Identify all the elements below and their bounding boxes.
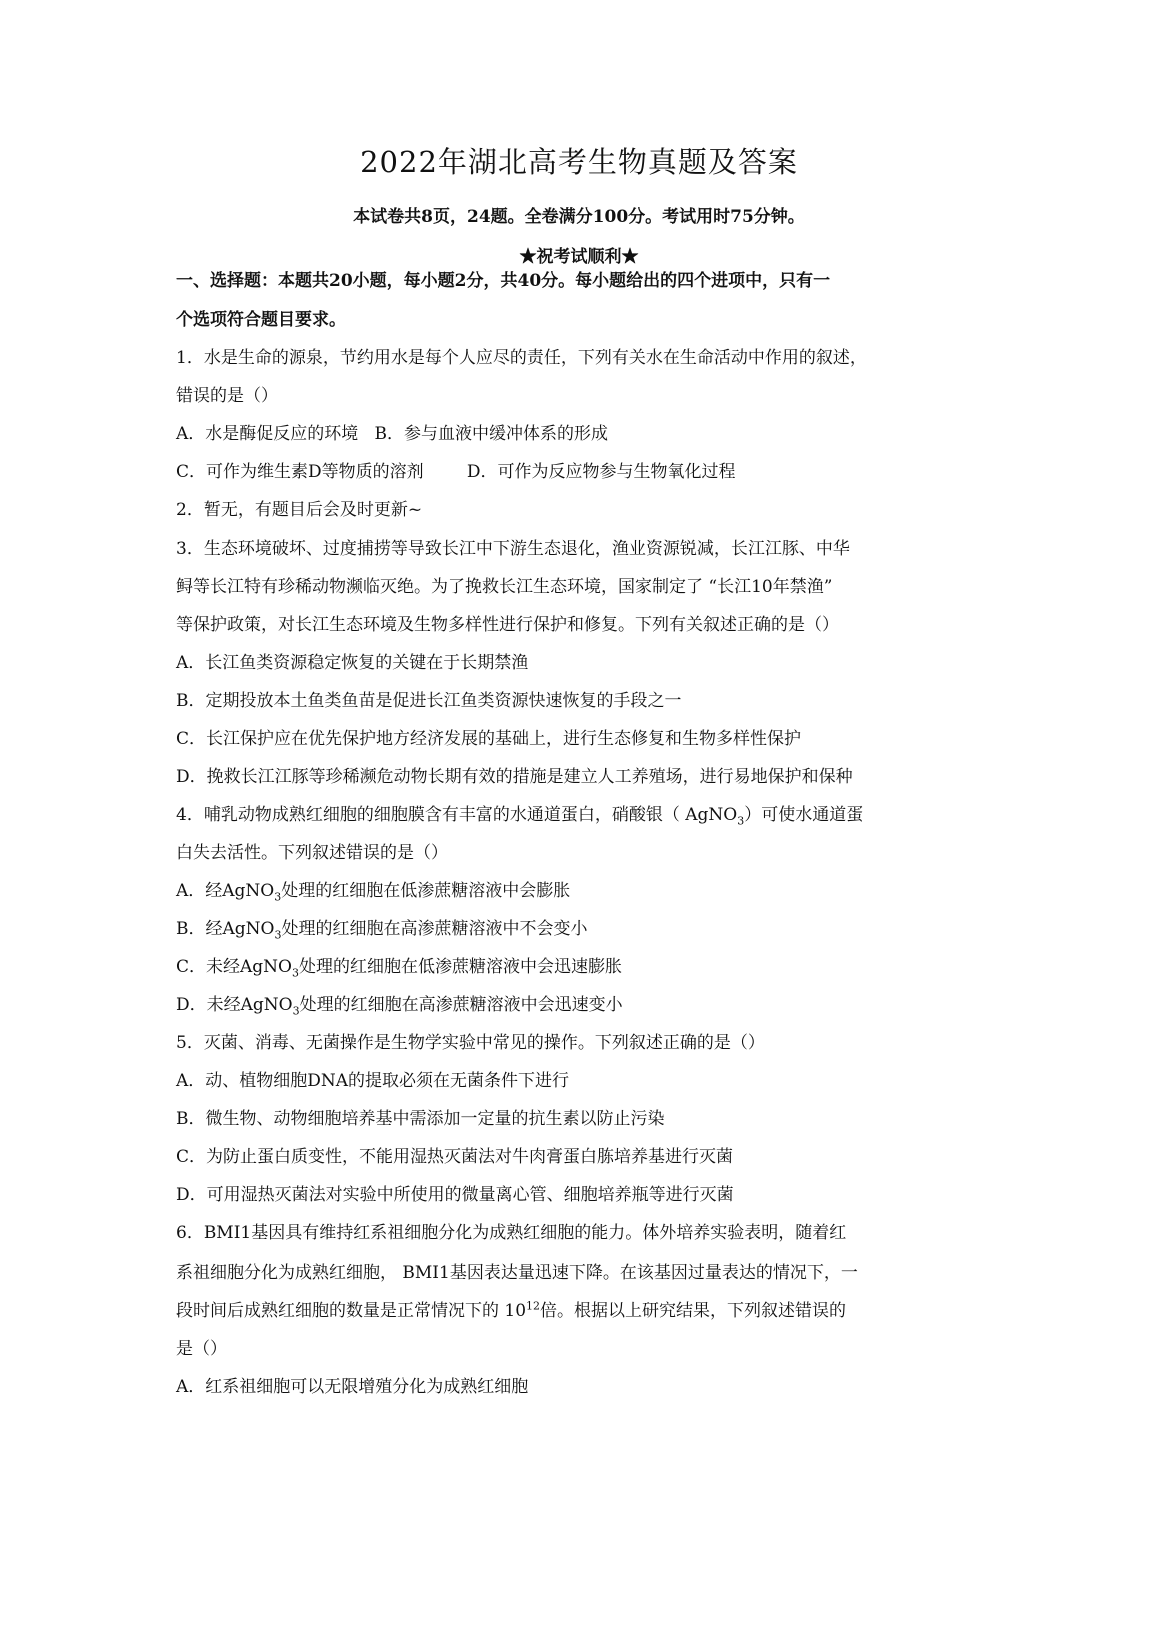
q3-option-b: B．定期投放本土鱼类鱼苗是促进长江鱼类资源快速恢复的手段之一 [176,691,682,711]
q6-stem-line1: 6．BMI1基因具有维持红系祖细胞分化为成熟红细胞的能力。体外培养实验表明，随着红 [176,1223,847,1243]
q6-stem-line2: 系祖细胞分化为成熟红细胞， BMI1基因表达量迅速下降。在该基因过量表达的情况下，一 [176,1263,858,1283]
q5-option-a: A．动、植物细胞DNA的提取必须在无菌条件下进行 [176,1071,570,1091]
q4-option-a-subscript: 3 [274,890,282,904]
q4-option-d-text-end: 处理的红细胞在高渗蔗糖溶液中会迅速变小 [299,995,623,1015]
q4-option-c-subscript: 3 [291,966,299,980]
q6-option-a: A．红系祖细胞可以无限增殖分化为成熟红细胞 [176,1377,529,1397]
q4-option-b-subscript: 3 [274,928,282,942]
q4-option-b [176,918,986,940]
section-heading-line1: 一、选择题：本题共20小题，每小题2分，共40分。每小题给出的四个进项中，只有一 [176,271,831,291]
q4-option-a-text-end: 处理的红细胞在低渗蔗糖溶液中会膨胀 [281,881,571,901]
q4-option-c-text: C．未经AgNO [176,957,292,977]
q3-option-c: C．长江保护应在优先保护地方经济发展的基础上，进行生态修复和生物多样性保护 [176,729,802,749]
q6-stem-line3-text: 段时间后成熟红细胞的数量是正常情况下的 10 [176,1301,527,1321]
q4-stem-line1 [176,804,986,826]
q4-option-a-text: A．经AgNO [176,881,275,901]
q5-option-d: D．可用湿热灭菌法对实验中所使用的微量离心管、细胞培养瓶等进行灭菌 [176,1185,734,1205]
page-title: 2022年湖北高考生物真题及答案 [360,145,798,179]
q4-stem-line1-text: 4．哺乳动物成熟红细胞的细胞膜含有丰富的水通道蛋白，硝酸银（ AgNO [176,805,738,825]
q6-stem-line4: 是（） [176,1339,227,1359]
q2-text: 2．暂无，有题目后会及时更新~ [176,500,423,520]
q1-options-line1: A．水是酶促反应的环境 B．参与血液中缓冲体系的形成 [176,424,608,444]
q5-option-c: C．为防止蛋白质变性，不能用湿热灭菌法对牛肉膏蛋白胨培养基进行灭菌 [176,1147,734,1167]
q4-option-b-text-end: 处理的红细胞在高渗蔗糖溶液中不会变小 [281,919,588,939]
q3-stem-line1: 3．生态环境破坏、过度捕捞等导致长江中下游生态退化，渔业资源锐减，长江江豚、中华 [176,539,850,559]
q3-option-d: D．挽救长江江豚等珍稀濒危动物长期有效的措施是建立人工养殖场，进行易地保护和保种 [176,767,853,787]
q4-option-c-text-end: 处理的红细胞在低渗蔗糖溶液中会迅速膨胀 [298,957,622,977]
section-heading-line2: 个选项符合题目要求。 [176,310,346,330]
q4-option-d-subscript: 3 [292,1004,300,1018]
q4-option-a [176,880,986,902]
q3-stem-line3: 等保护政策，对长江生态环境及生物多样性进行保护和修复。下列有关叙述正确的是（） [176,615,839,635]
q5-option-b: B．微生物、动物细胞培养基中需添加一定量的抗生素以防止污染 [176,1109,665,1129]
q6-stem-line3 [176,1300,986,1322]
q4-option-b-text: B．经AgNO [176,919,275,939]
q5-stem: 5．灭菌、消毒、无菌操作是生物学实验中常见的操作。下列叙述正确的是（） [176,1033,765,1053]
good-luck-line: ★祝考试顺利★ [519,247,639,267]
q6-exponent: 12 [526,1299,541,1313]
q4-option-c [176,956,986,978]
q4-stem-subscript: 3 [737,814,745,828]
q6-stem-line3-text-end: 倍。根据以上研究结果，下列叙述错误的 [540,1301,847,1321]
q3-option-a: A．长江鱼类资源稳定恢复的关键在于长期禁渔 [176,653,529,673]
q4-option-d-text: D．未经AgNO [176,995,293,1015]
q1-stem-line1: 1．水是生命的源泉，节约用水是每个人应尽的责任，下列有关水在生命活动中作用的叙述， [176,348,867,368]
q1-options-line2: C．可作为维生素D等物质的溶剂 D．可作为反应物参与生物氧化过程 [176,462,736,482]
q1-stem-line2: 错误的是（） [176,386,278,406]
q3-stem-line2: 鲟等长江特有珍稀动物濒临灭绝。为了挽救长江生态环境，国家制定了 “长江10年禁渔” [176,577,833,597]
q4-stem-line1-text-end: ）可使水通道蛋 [744,805,864,825]
exam-info: 本试卷共8页，24题。全卷满分100分。考试用时75分钟。 [353,207,805,227]
q4-option-d [176,994,986,1016]
q4-stem-line2: 白失去活性。下列叙述错误的是（） [176,843,448,863]
